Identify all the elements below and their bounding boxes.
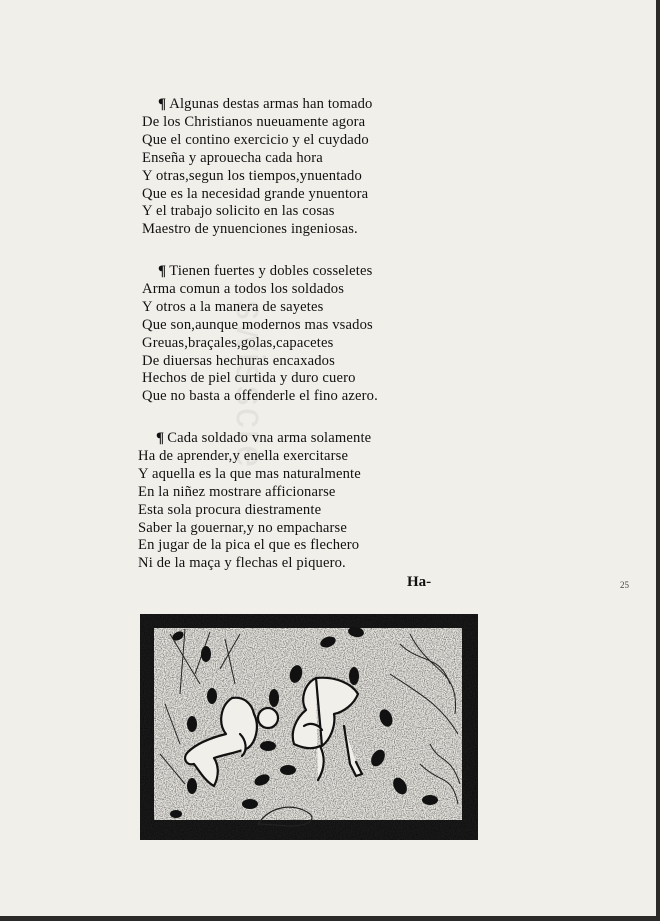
pilcrow-icon: ¶ [156, 430, 165, 446]
verse-line: Que son,aunque modernos mas vsados [142, 316, 373, 333]
verse-line: Y otras,segun los tiempos,ynuentado [142, 167, 362, 184]
stanza-1 [142, 96, 442, 239]
verse-line: ¶ Cada soldado vna arma solamente [156, 430, 372, 446]
verse-line: Que no basta a offenderle el fino azero. [142, 388, 378, 405]
verse-line: Hechos de piel curtida y duro cuero [142, 370, 356, 387]
verse-line: En la niñez mostrare afficionarse [138, 483, 336, 500]
page-number: 25 [620, 580, 629, 590]
verse-line: ¶ Tienen fuertes y dobles cosseletes [158, 263, 373, 279]
stanza-2 [142, 263, 442, 406]
verse-line: Arma comun a todos los soldados [142, 280, 345, 297]
pilcrow-icon: ¶ [158, 96, 167, 112]
verse-line: Enseña y aprouecha cada hora [142, 149, 323, 166]
verse-line: Que es la necesidad grande ynuentora [142, 185, 369, 202]
lithograph-illustration [140, 614, 478, 840]
verse-line: De los Christianos nueuamente agora [142, 113, 366, 130]
catchword: Ha- [407, 574, 432, 590]
verse-line: Que el contino exercicio y el cuydado [142, 131, 369, 148]
verse-line: Ha de aprender,y enella exercitarse [138, 447, 349, 464]
stanza-3 [138, 430, 438, 573]
verse-line: Ni de la maça y flechas el piquero. [138, 555, 346, 572]
verse-line: ¶ Algunas destas armas han tomado [158, 96, 373, 112]
verse-line: De diuersas hechuras encaxados [142, 352, 335, 369]
verse-line: Y el trabajo solicito en las cosas [142, 203, 335, 220]
verse-line: Greuas,braçales,golas,capacetes [142, 334, 334, 351]
verse-line: Y aquella es la que mas naturalmente [138, 465, 361, 482]
verse-line: Saber la gouernar,y no empacharse [138, 519, 347, 536]
verse-line: Esta sola procura diestramente [138, 501, 322, 518]
verse-line: En jugar de la pica el que es flechero [138, 537, 360, 554]
verse-line: Maestro de ynuenciones ingeniosas. [142, 221, 358, 238]
watermark-text: swisscre [228, 300, 272, 470]
verse-line: Y otros a la manera de sayetes [142, 298, 324, 315]
pilcrow-icon: ¶ [158, 263, 167, 279]
